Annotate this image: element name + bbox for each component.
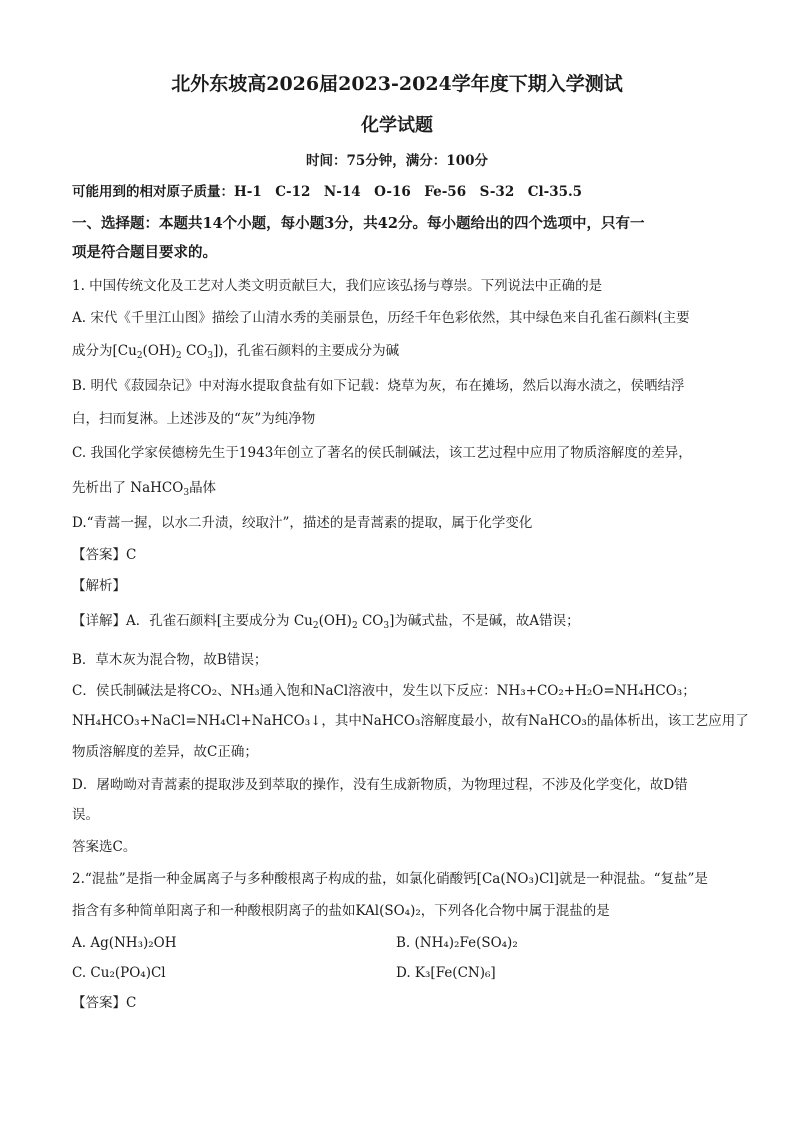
exam-title: 北外东坡高2026届2023-2024学年度下期入学测试 [171,73,623,95]
section-heading-line2: 项是符合题目要求的。 [72,244,217,261]
q2-stem-line1: 2.“混盐”是指一种金属离子与多种酸根离子构成的盐，如氯化硝酸钙[Ca(NO₃)Cl]就是一种混盐。“复盐”是 [72,871,708,887]
time-info: 时间：75分钟，满分：100分 [306,153,488,169]
q1-option-a-text-post: ])，孔雀石颜料的主要成分为碱 [213,343,400,359]
answer-tag: 【答案】 [72,547,126,563]
q1-option-b-line1: B. 明代《菽园杂记》中对海水提取食盐有如下记载：烧草为灰，布在摊场，然后以海水渍之，侯晒结浮 [72,378,685,394]
detail-tag: 【详解】 [72,613,126,629]
formula-malachite: $Cu_2(OH)_2$ $CO_3$ [293,613,390,631]
q1-analysis-tag: 【解析】 [72,578,126,594]
q1-detail-d-line2: 误。 [72,807,99,823]
q1-option-a-text-pre: 成分为[ [72,343,118,359]
q1-detail-c-line3: 物质溶解度的差异，故C正确； [72,744,258,760]
q1-detail-b: B．草木灰为混合物，故B错误； [72,652,268,668]
q1-option-a-line1: A. 宋代《千里江山图》描绘了山清水秀的美丽景色，历经千年色彩依然，其中绿色来自孔雀石颜料(主要 [72,310,690,326]
answer-tag: 【答案】 [72,995,126,1011]
section-heading-line1: 一、选择题：本题共14个小题，每小题3分，共42分。每小题给出的四个选项中，只有一 [72,215,645,232]
q1-conclusion: 答案选C。 [72,839,137,855]
q2-stem-line2: 指含有多种简单阳离子和一种酸根阴离子的盐如KAl(SO₄)₂，下列各化合物中属于混盐的是 [72,903,610,919]
q1-detail-c-line2: NH₄HCO₃+NaCl=NH₄Cl+NaHCO₃↓，其中NaHCO₃溶解度最小，故有NaHCO₃的晶体析出，该工艺应用了 [72,713,749,729]
atomic-masses: 可能用到的相对原子质量：H-1 C-12 N-14 O-16 Fe-56 S-32 Cl-35.5 [72,184,583,200]
q1-option-d: D.“青蒿一握，以水二升渍，绞取汁”，描述的是青蒿素的提取，属于化学变化 [72,515,533,531]
q1-detail-a: 【详解】A．孔雀石颜料[主要成分为 $Cu_2(OH)_2$ $CO_3$]为碱式盐，不是碱，故A错误； [72,613,580,631]
q1-answer [72,546,136,564]
q2-option-a: A. Ag(NH₃)₂OH [72,935,177,951]
q1-option-c-line2: 先析出了 NaHCO$_3$晶体 [72,480,217,498]
formula-malachite: $Cu_2(OH)_2$ $CO_3$ [117,343,214,361]
q1-detail-d-line1: D．屠呦呦对青蒿素的提取涉及到萃取的操作，没有生成新物质，为物理过程，不涉及化学变化，故D错 [72,777,688,793]
q2-option-c: C. Cu₂(PO₄)Cl [72,965,166,981]
q1-stem: 1. 中国传统文化及工艺对人类文明贡献巨大，我们应该弘扬与尊崇。下列说法中正确的是 [72,278,603,294]
q2-answer [72,994,136,1012]
q2-option-d: D. K₃[Fe(CN)₆] [396,965,496,981]
q1-detail-c-line1: C．侯氏制碱法是将CO₂、NH₃通入饱和NaCl溶液中，发生以下反应：NH₃+CO₂+H₂O=NH₄HCO₃； [72,683,696,699]
q1-option-a-line2 [72,342,399,360]
exam-subtitle: 化学试题 [361,115,433,136]
q2-option-b: B. (NH₄)₂Fe(SO₄)₂ [396,935,518,951]
q1-option-b-line2: 白，扫而复淋。上述涉及的“灰”为纯净物 [72,411,316,427]
q1-option-c-line1: C. 我国化学家侯德榜先生于1943年创立了著名的侯氏制碱法，该工艺过程中应用了物质溶解度的差异， [72,445,692,461]
answer-value: C [126,547,137,563]
answer-value: C [126,995,137,1011]
